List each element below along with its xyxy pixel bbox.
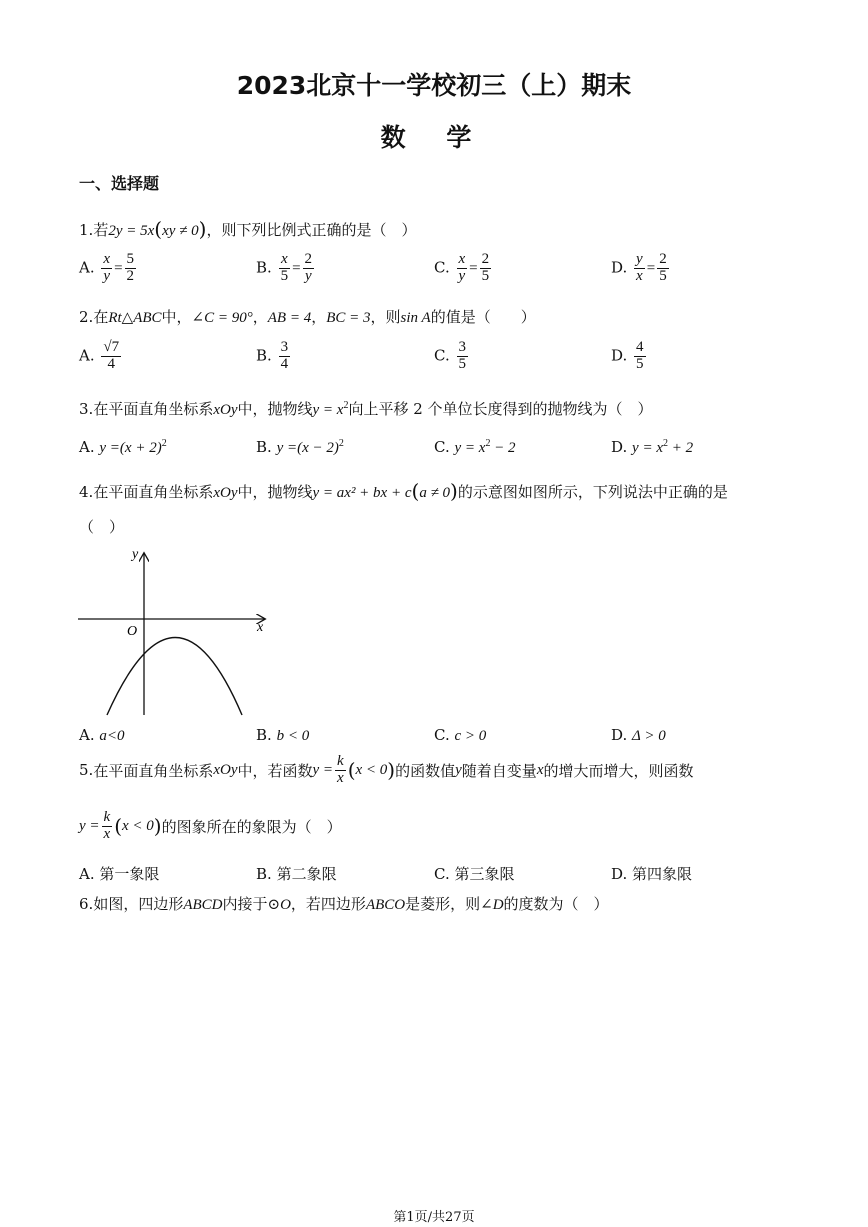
y-axis-label: y — [132, 547, 139, 562]
q3-option-d[interactable]: D. $y = x^2 + 2$ — [611, 438, 694, 456]
question-1: 1.若2y = 5x(xy ≠ 0)，则下列比例式正确的是（ ） — [79, 217, 417, 241]
section-heading: 一、选择题 — [79, 174, 160, 193]
q3-option-c[interactable]: C. $y = x^2 - 2$ — [434, 438, 516, 456]
q5-option-d[interactable]: D. 第四象限 — [611, 865, 693, 883]
q1-option-b[interactable]: B. $\frac{x}{5}$ = $\frac{2}{y}$ — [256, 251, 313, 284]
question-5-line2: y = $\frac{k}{x}$ ( x < 0 ) 的图象所在的象限为（ ） — [79, 809, 342, 842]
q2-option-d[interactable]: D. $\frac{4}{5}$ — [611, 339, 644, 372]
q2-option-c[interactable]: C. $\frac{3}{5}$ — [434, 339, 466, 372]
question-5: 5. 在平面直角坐标系 xOy 中，若函数 y = $\frac{k}{x}$ ( x < 0 ) 的函数值 y 随着自变量 x 的增大而增大，则函数 — [79, 753, 694, 786]
x-axis-label: x — [257, 620, 264, 635]
q3-option-a[interactable]: A. $y =(x + 2)^2$ — [79, 438, 167, 456]
q5-option-a[interactable]: A. 第一象限 — [79, 865, 160, 883]
question-4-line2: （ ） — [79, 518, 125, 536]
question-4: 4.在平面直角坐标系xOy中，抛物线y = ax² + bx + c(a ≠ 0)的示意图如图所示，下列说法中正确的是 — [79, 479, 728, 503]
q3-option-b[interactable]: B. $y =(x - 2)^2$ — [256, 438, 344, 456]
question-6: 6.如图，四边形ABCD内接于⊙O，若四边形ABCO是菱形，则∠D的度数为（ ） — [79, 895, 609, 913]
parabola-figure — [74, 540, 274, 720]
q1-option-c[interactable]: C. $\frac{x}{y}$ = $\frac{2}{5}$ — [434, 251, 490, 284]
q4-option-d[interactable]: D. Δ > 0 — [611, 726, 666, 744]
parabola-curve — [107, 638, 242, 716]
subject-title: 数 学 — [380, 123, 488, 152]
equation: 2y = 5x — [108, 223, 155, 239]
q5-option-b[interactable]: B. 第二象限 — [256, 865, 337, 883]
page-title: 2023北京十一学校初三（上）期末 — [236, 71, 632, 100]
q1-option-a[interactable]: A. $\frac{x}{y}$ = $\frac{5}{2}$ — [79, 251, 135, 284]
page-number: 第1页/共27页 — [393, 1210, 475, 1225]
q4-option-b[interactable]: B. b < 0 — [256, 726, 310, 744]
question-3: 3.在平面直角坐标系xOy中，抛物线$y = x^2$向上平移 2 个单位长度得到的抛物线为（ ） — [79, 400, 653, 418]
q4-option-a[interactable]: A. a<0 — [79, 726, 125, 744]
q2-option-b[interactable]: B. $\frac{3}{4}$ — [256, 339, 289, 372]
q5-option-c[interactable]: C. 第三象限 — [434, 865, 515, 883]
q4-option-c[interactable]: C. c > 0 — [434, 726, 487, 744]
q1-option-d[interactable]: D. $\frac{y}{x}$ = $\frac{2}{5}$ — [611, 251, 667, 284]
origin-label: O — [127, 624, 138, 639]
q2-option-a[interactable]: A. $\frac{√7}{4}$ — [79, 339, 120, 372]
question-2: 2.在Rt△ABC中，∠C = 90°，AB = 4，BC = 3，则sin A的值是（ ） — [79, 308, 536, 326]
